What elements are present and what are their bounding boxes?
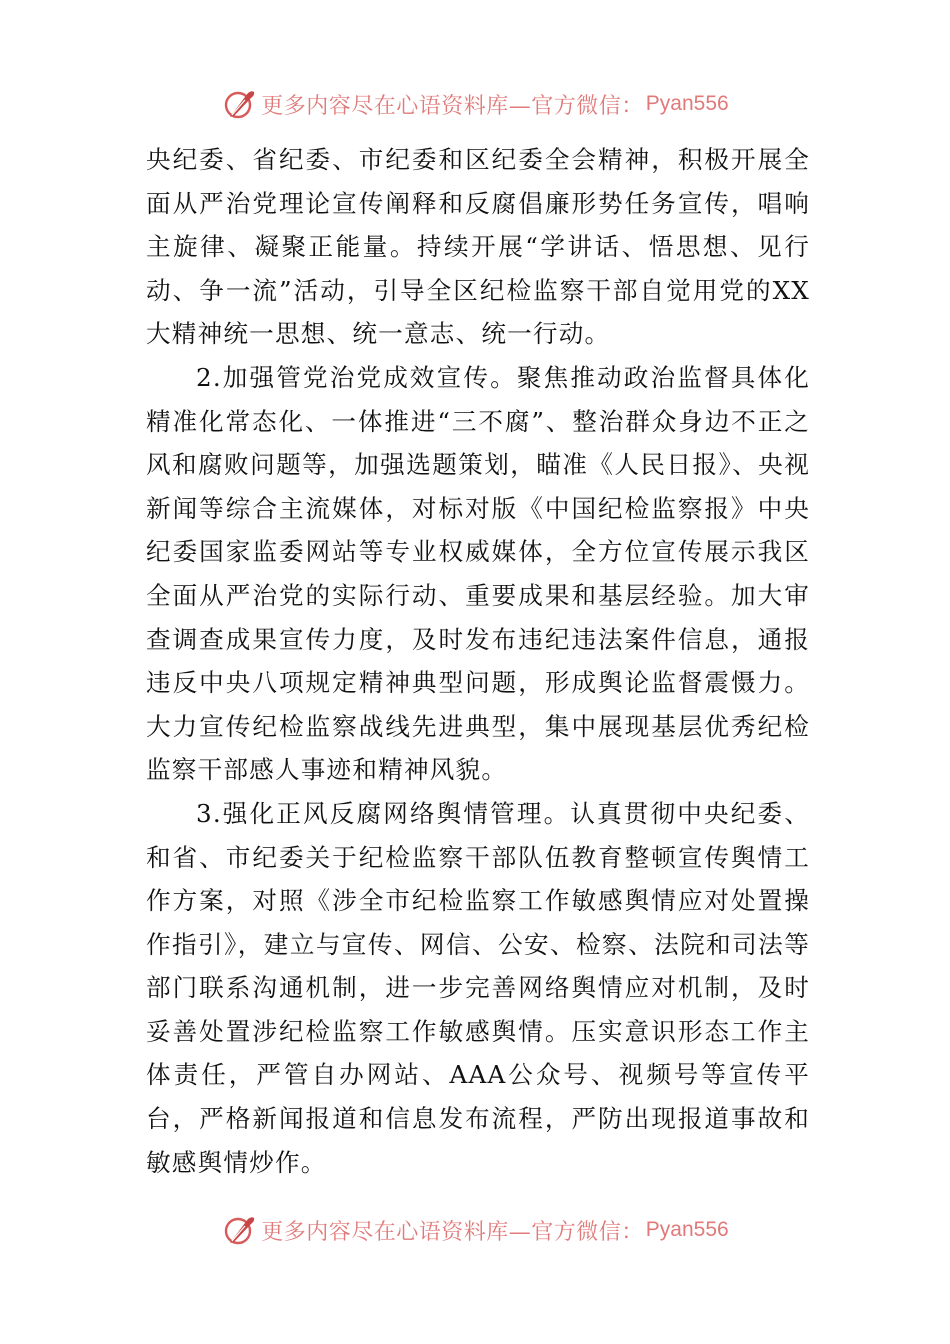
footer-banner: [0, 1210, 950, 1250]
paragraph-item-3: 3.强化正风反腐网络舆情管理。认真贯彻中央纪委、和省、市纪委关于纪检监察干部队伍教育整顿宣传舆情工作方案，对照《涉全市纪检监察工作敏感舆情应对处置操作指引》，建立与宣传、网信、公安、检察、法院和司法等部门联系沟通机制，进一步完善网络舆情应对机制，及时妥善处置涉纪检监察工作敏感舆情。压实意识形态工作主体责任，严管自办网站、AAA公众号、视频号等宣传平台，严格新闻报道和信息发布流程，严防出现报道事故和敏感舆情炒作。: [146, 798, 810, 1177]
paragraph-item-2: 2.加强管党治党成效宣传。聚焦推动政治监督具体化精准化常态化、一体推进“三不腐”、整治群众身边不正之风和腐败问题等，加强选题策划，瞄准《人民日报》、央视新闻等综合主流媒体，对标对版《中国纪检监察报》中央纪委国家监委网站等专业权威媒体，全方位宣传展示我区全面从严治党的实际行动、重要成果和基层经验。加大审查调查成果宣传力度，及时发布违纪违法案件信息，通报违反中央八项规定精神典型问题，形成舆论监督震慑力。大力宣传纪检监察战线先进典型，集中展现基层优秀纪检监察干部感人事迹和精神风貌。: [146, 362, 810, 785]
header-banner-id: Pyan556: [645, 92, 729, 115]
quill-pen-logo-icon: [221, 1212, 257, 1248]
footer-banner-text: 更多内容尽在心语资料库—官方微信：: [261, 1219, 644, 1245]
quill-pen-logo-icon: [221, 86, 257, 122]
paragraph-continued: 央纪委、省纪委、市纪委和区纪委全会精神，积极开展全面从严治党理论宣传阐释和反腐倡廉形势任务宣传，唱响主旋律、凝聚正能量。持续开展“学讲话、悟思想、见行动、争一流”活动，引导全区纪检监察干部自觉用党的XX大精神统一思想、统一意志、统一行动。: [146, 145, 810, 349]
header-banner-text: 更多内容尽在心语资料库—官方微信：: [261, 93, 644, 119]
header-banner: [0, 84, 950, 124]
document-body: [146, 138, 810, 1184]
footer-banner-id: Pyan556: [645, 1218, 729, 1241]
